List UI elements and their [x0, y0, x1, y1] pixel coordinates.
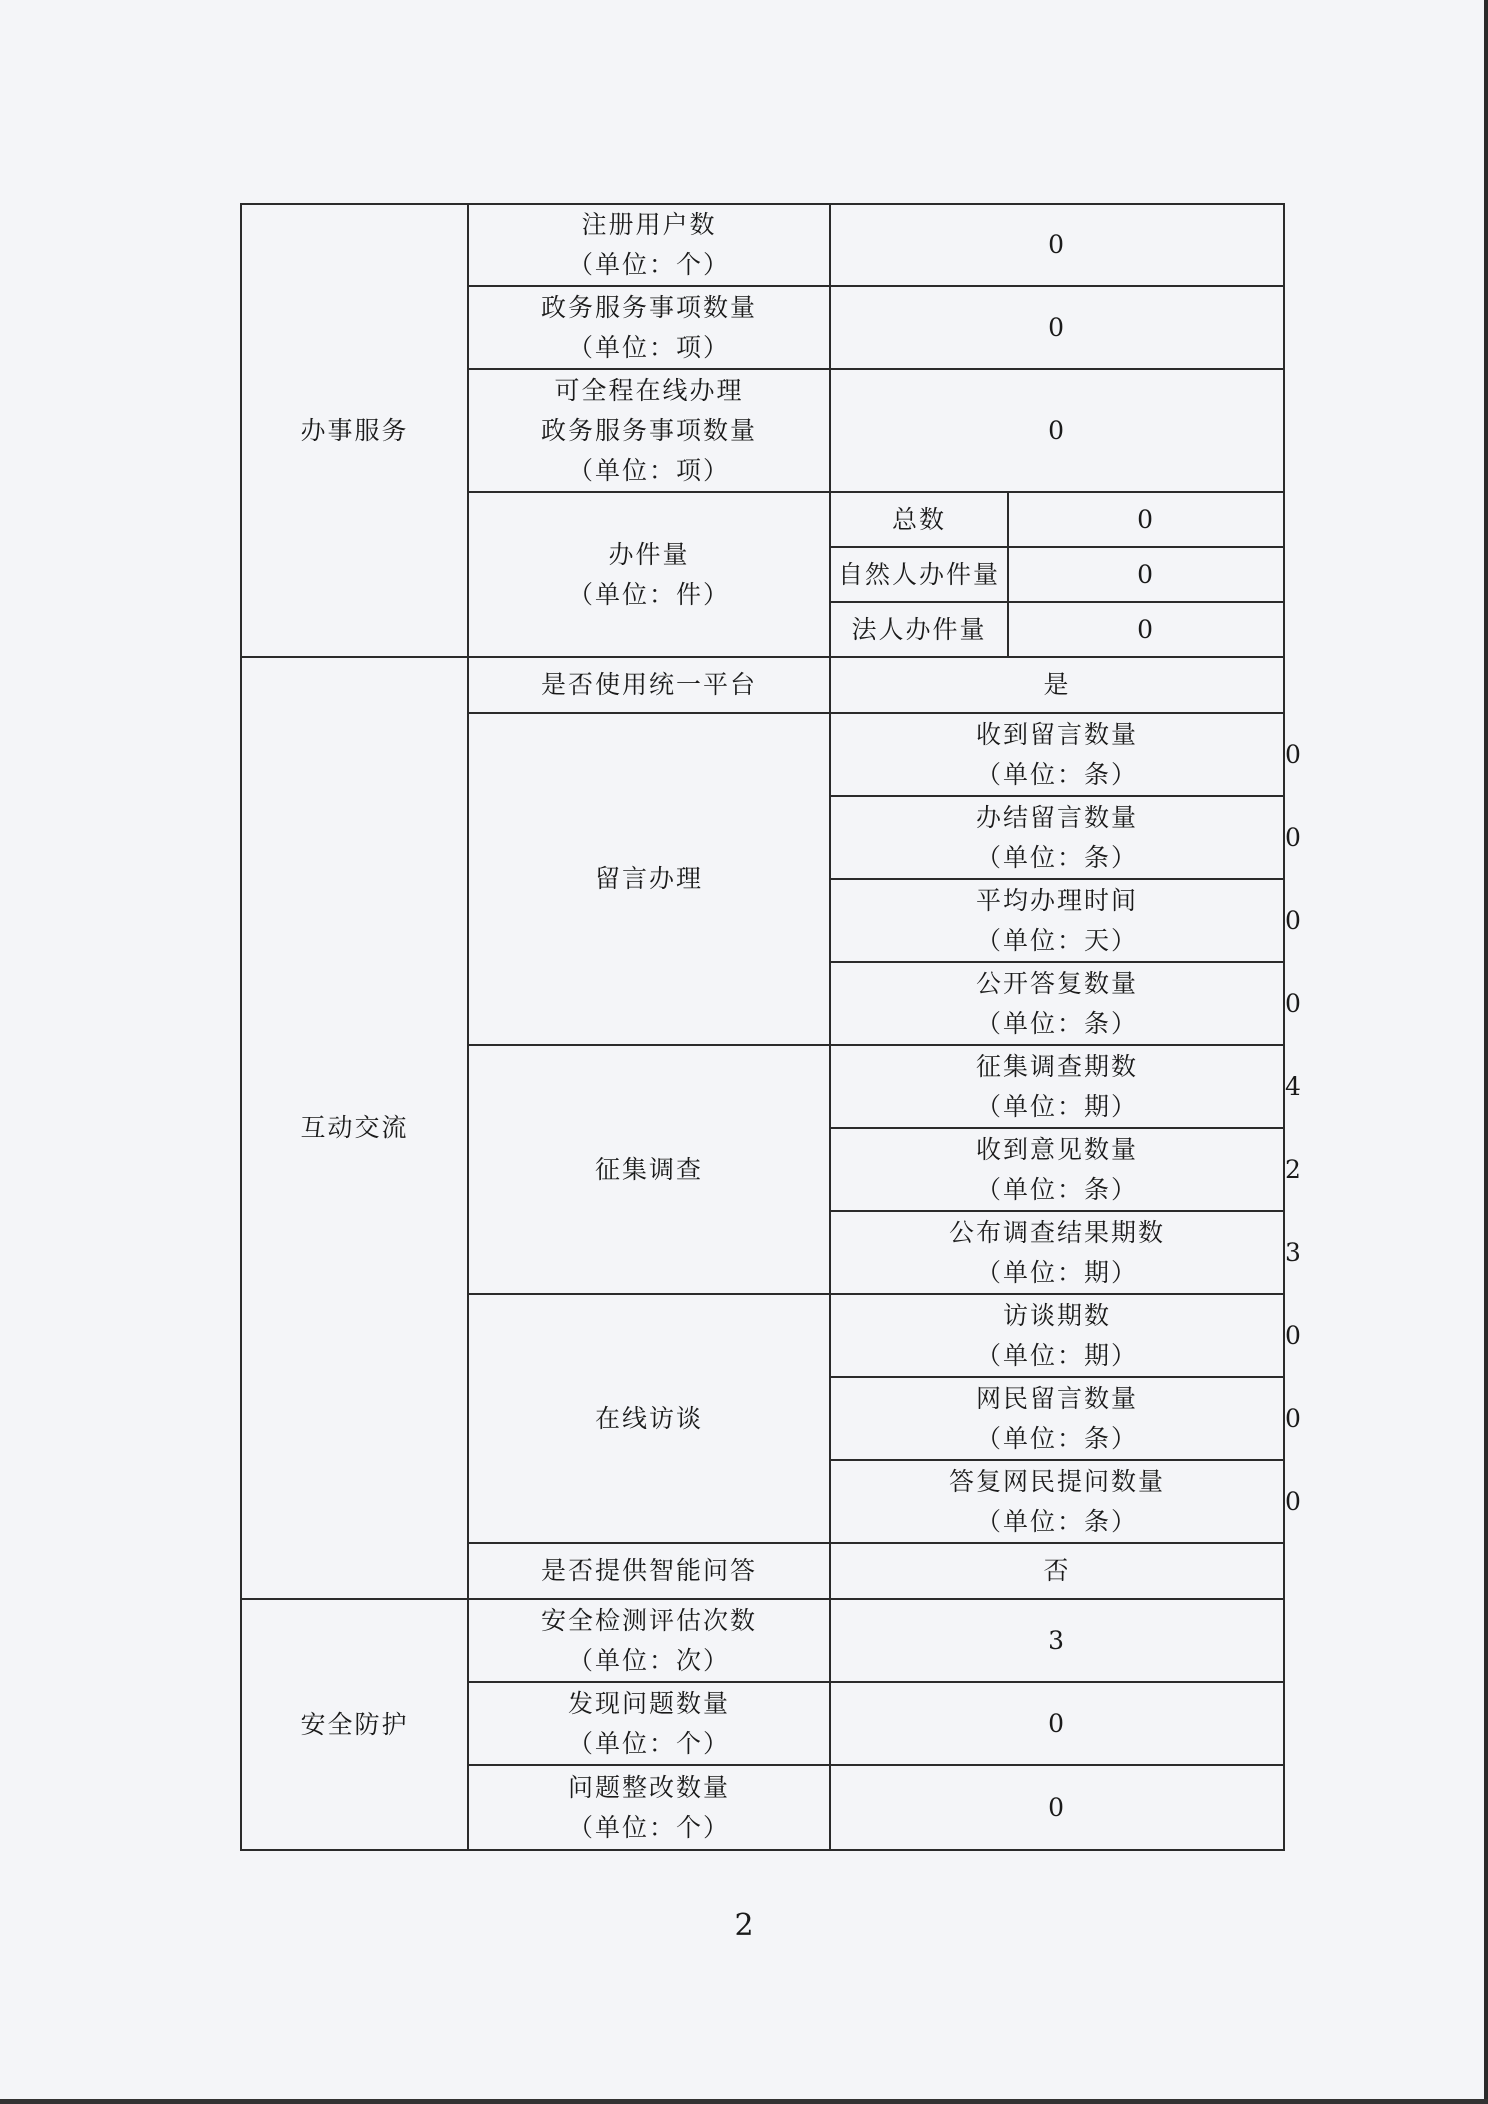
- table-row: 办结留言数量 （单位：条） 0: [241, 796, 1284, 879]
- section-service-label: 办事服务: [241, 204, 468, 657]
- sub-metric-label: 平均办理时间 （单位：天）: [830, 879, 1284, 962]
- metric-label: 发现问题数量 （单位：个）: [468, 1682, 830, 1765]
- sub-metric-label: 自然人办件量: [830, 547, 1008, 602]
- metric-value: 0: [830, 369, 1284, 492]
- sub-metric-label: 收到留言数量 （单位：条）: [830, 713, 1284, 796]
- metric-label: 办件量 （单位：件）: [468, 492, 830, 657]
- sub-metric-label: 办结留言数量 （单位：条）: [830, 796, 1284, 879]
- metric-value: 是: [830, 657, 1284, 713]
- table-row: 收到意见数量 （单位：条） 2: [241, 1128, 1284, 1211]
- page-edge: [0, 2099, 1488, 2104]
- table-row: 答复网民提问数量 （单位：条） 0: [241, 1460, 1284, 1543]
- table-row: [241, 204, 1284, 286]
- metric-label: 是否使用统一平台: [468, 657, 830, 713]
- metric-value: 3: [830, 1599, 1284, 1682]
- metric-label: 可全程在线办理 政务服务事项数量 （单位：项）: [468, 369, 830, 492]
- table-row: [241, 1599, 1284, 1682]
- group-label: 留言办理: [468, 713, 830, 1045]
- sub-metric-label: 法人办件量: [830, 602, 1008, 657]
- metric-label: 政务服务事项数量 （单位：项）: [468, 286, 830, 369]
- metric-label: 安全检测评估次数 （单位：次）: [468, 1599, 830, 1682]
- section-interaction-label: 互动交流: [241, 657, 468, 1599]
- metric-label: 是否提供智能问答: [468, 1543, 830, 1599]
- table-row: [241, 657, 1284, 713]
- page-number: 2: [734, 1908, 754, 1943]
- metric-label: 注册用户数 （单位：个）: [468, 204, 830, 286]
- sub-metric-label: 访谈期数 （单位：期）: [830, 1294, 1284, 1377]
- table-row: 留言办理 收到留言数量 （单位：条） 0: [241, 713, 1284, 796]
- table-row: 公布调查结果期数 （单位：期） 3: [241, 1211, 1284, 1294]
- metric-value: 0: [830, 1765, 1284, 1850]
- metric-value: 0: [1008, 547, 1284, 602]
- metric-value: 0: [1008, 492, 1284, 547]
- metric-value: 0: [1008, 602, 1284, 657]
- metric-value: 否: [830, 1543, 1284, 1599]
- sub-metric-label: 收到意见数量 （单位：条）: [830, 1128, 1284, 1211]
- sub-metric-label: 答复网民提问数量 （单位：条）: [830, 1460, 1284, 1543]
- page-edge: [1484, 0, 1488, 2104]
- group-label: 征集调查: [468, 1045, 830, 1294]
- sub-metric-label: 征集调查期数 （单位：期）: [830, 1045, 1284, 1128]
- sub-metric-label: 公布调查结果期数 （单位：期）: [830, 1211, 1284, 1294]
- section-security-label: 安全防护: [241, 1599, 468, 1850]
- group-label: 在线访谈: [468, 1294, 830, 1543]
- metric-value: 0: [830, 286, 1284, 369]
- table-row: 在线访谈 访谈期数 （单位：期） 0: [241, 1294, 1284, 1377]
- metric-label: 问题整改数量 （单位：个）: [468, 1765, 830, 1850]
- table-row: 征集调查 征集调查期数 （单位：期） 4: [241, 1045, 1284, 1128]
- metric-value: 0: [830, 1682, 1284, 1765]
- table-row: 网民留言数量 （单位：条） 0: [241, 1377, 1284, 1460]
- metric-value: 0: [830, 204, 1284, 286]
- sub-metric-label: 网民留言数量 （单位：条）: [830, 1377, 1284, 1460]
- table-row: 平均办理时间 （单位：天） 0: [241, 879, 1284, 962]
- table-row: 公开答复数量 （单位：条） 0: [241, 962, 1284, 1045]
- sub-metric-label: 公开答复数量 （单位：条）: [830, 962, 1284, 1045]
- sub-metric-label: 总数: [830, 492, 1008, 547]
- statistics-table: [240, 203, 1303, 1851]
